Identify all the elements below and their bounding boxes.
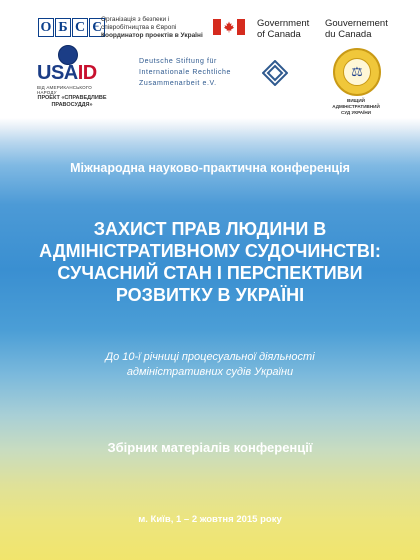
usaid-tagline: ВІД АМЕРИКАНСЬКОГО НАРОДУ [37,85,92,95]
usaid-project [32,95,112,109]
court-caption [324,98,388,116]
subtitle-line: адміністративних судів України [126,366,294,378]
document-subtitle [20,350,400,380]
osce-line: співробітництва в Європі [101,24,177,31]
usaid-wordmark [37,62,97,85]
osce-text [101,16,216,40]
canada-en-line: Government [257,18,310,29]
canada-flag-icon [213,19,245,35]
place-date: м. Київ, 1 – 2 жовтня 2015 року [138,514,282,525]
court-caption-line: СУД УКРАЇНИ [341,110,371,115]
osce-letter: Є [89,18,105,37]
usaid-word-accent: ID [77,62,97,84]
subtitle-line: До 10-ї річниці процесуальної діяльності [105,351,315,363]
title-line: РОЗВИТКУ В УКРАЇНІ [115,285,305,305]
canada-en-line: of Canada [257,29,301,40]
canada-fr-line: du Canada [325,29,372,40]
irz-wordmark [139,56,231,89]
usaid-project-line: ПРОЕКТ «СПРАВЕДЛИВЕ [37,95,107,101]
title-line: ЗАХИСТ ПРАВ ЛЮДИНИ В [93,219,327,239]
document-title [20,218,400,306]
canada-wordmark-fr [325,18,388,40]
canada-fr-line: Gouvernement [325,18,388,29]
irz-diamond-icon [262,60,288,86]
collection-label: Збірник матеріалів конференції [107,440,313,455]
conference-type: Міжнародна науково-практична конференція [70,161,350,175]
maple-leaf-icon [223,21,235,33]
irz-line: Deutsche Stiftung für [139,58,217,65]
canada-wordmark-en [257,18,309,40]
scales-icon: ⚖ [343,58,371,86]
court-seal-icon [333,48,381,96]
usaid-project-line: ПРАВОСУДДЯ» [51,102,93,108]
usaid-word-main: USA [37,62,78,84]
osce-line: Організація з безпеки і [101,16,170,23]
title-line: СУЧАСНИЙ СТАН І ПЕРСПЕКТИВИ [57,263,363,283]
osce-letter: О [38,18,54,37]
osce-line: Координатор проектів в Україні [101,32,203,39]
osce-letter: С [72,18,88,37]
court-caption-line: ВИЩИЙ АДМІНІСТРАТИВНИЙ [332,98,380,109]
title-line: АДМІНІСТРАТИВНОМУ СУДОЧИНСТВІ: [39,241,381,261]
osce-logo [38,18,106,37]
osce-letter: Б [55,18,71,37]
irz-line: Zusammenarbeit e.V. [139,80,217,87]
irz-line: Internationale Rechtliche [139,69,232,76]
